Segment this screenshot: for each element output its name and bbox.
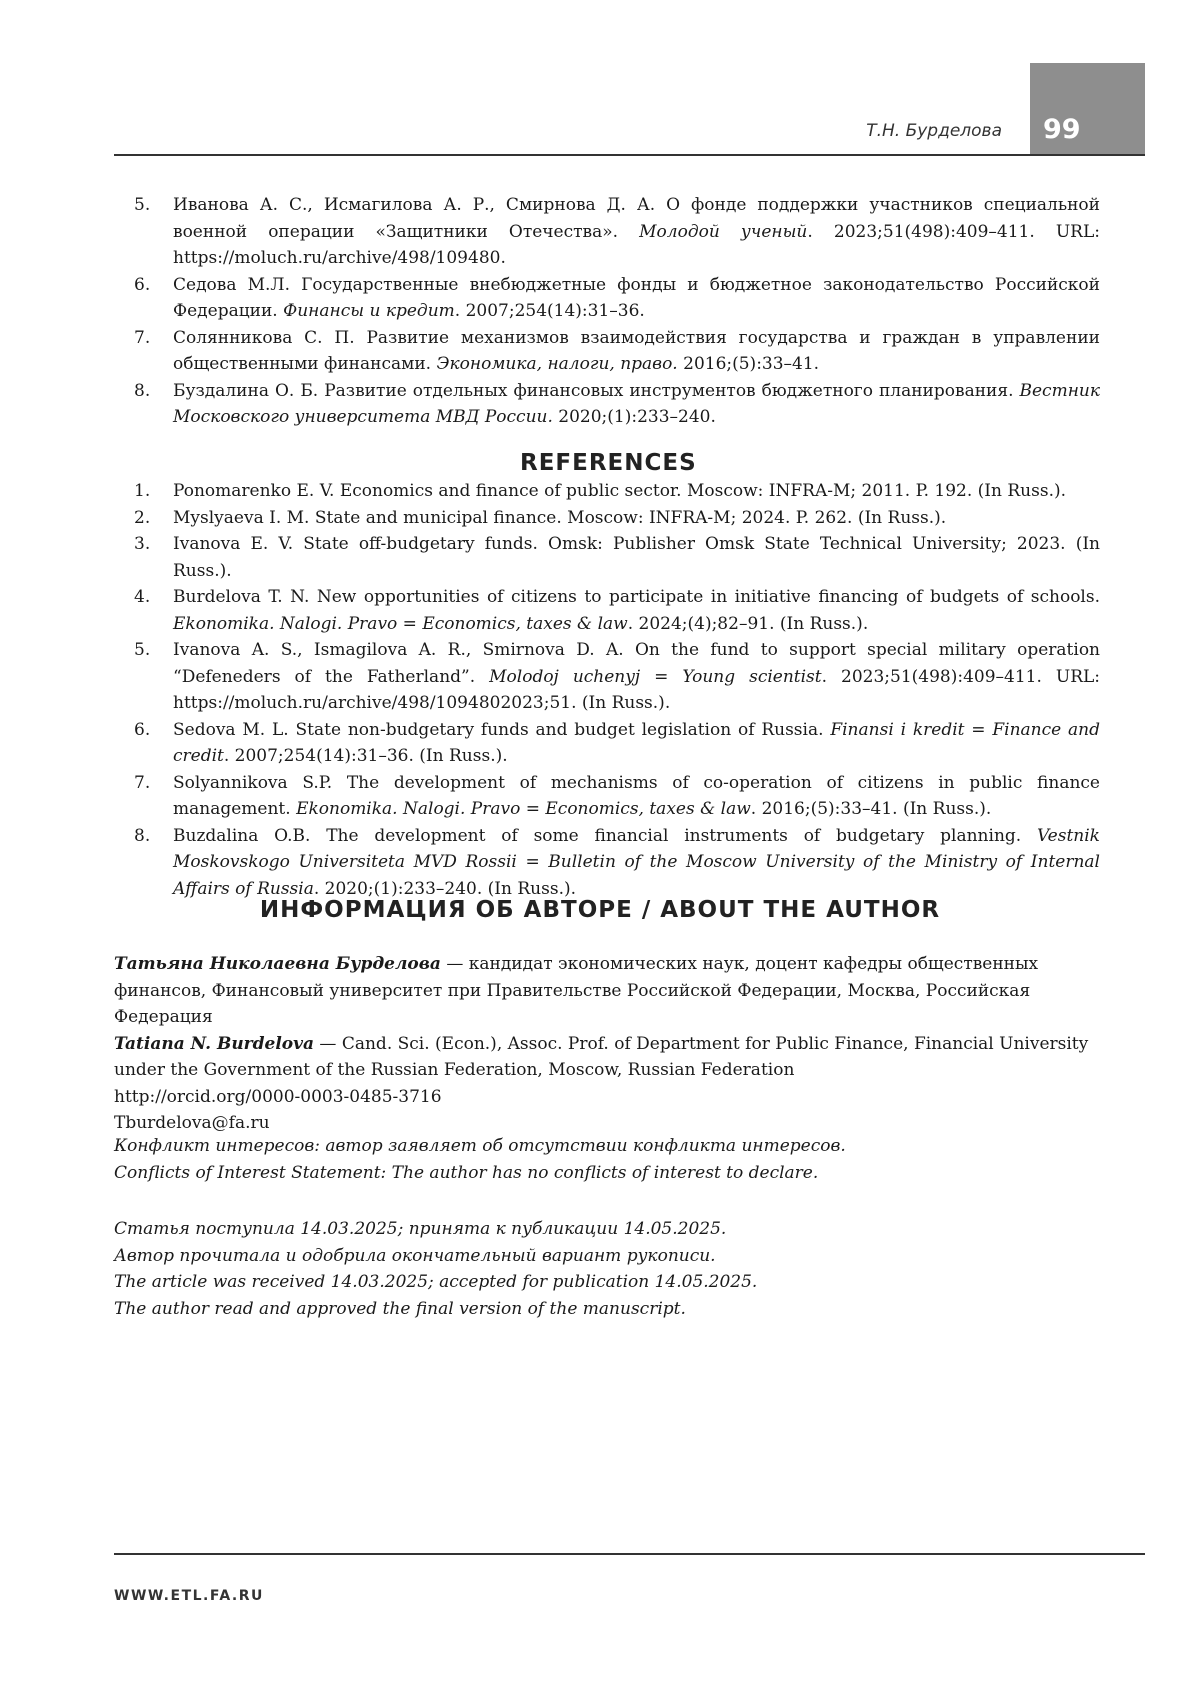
reference-tail: 2020;(1):233–240. bbox=[552, 407, 716, 427]
reference-item bbox=[114, 823, 1100, 903]
author-desc-ru: — кандидат экономических наук, доцент кафедры общественных финансов, Финансовый университет при Правительстве Российской Федерации, Москва, Российская Федерация bbox=[114, 954, 1039, 1027]
reference-source: Ekonomika. Nalogi. Pravo = Economics, taxes & law bbox=[296, 799, 751, 819]
reference-tail: 2016;(5):33–41. bbox=[677, 354, 820, 374]
author-info bbox=[114, 951, 1100, 1137]
reference-item bbox=[114, 770, 1100, 823]
email-link[interactable]: Tburdelova@fa.ru bbox=[114, 1113, 270, 1133]
received-ru: Статья поступила 14.03.2025; принята к публикации 14.05.2025. bbox=[114, 1219, 727, 1239]
reference-source: Финансы и кредит bbox=[283, 301, 455, 321]
page-number: 99 bbox=[1043, 114, 1081, 145]
conflict-statement bbox=[114, 1133, 1100, 1186]
reference-item bbox=[114, 531, 1100, 584]
reference-text: Солянникова С. П. Развитие механизмов взаимодействия государства и граждан в управлении общественными финансами. bbox=[173, 327, 1100, 374]
reference-text: Buzdalina O.B. The development of some financial instruments of budgetary planning. bbox=[173, 825, 1037, 846]
footer-url[interactable]: WWW.ETL.FA.RU bbox=[114, 1588, 264, 1604]
reference-item bbox=[114, 478, 1100, 505]
article-history bbox=[114, 1216, 1100, 1322]
author-desc-en: — Cand. Sci. (Econ.), Assoc. Prof. of Department for Public Finance, Financial University under the Government of the Russian Federation, Moscow, Russian Federation bbox=[114, 1033, 1089, 1080]
reference-tail: . 2023;51(498):409–411. URL: https://moluch.ru/archive/498/109480. bbox=[173, 221, 1100, 268]
reference-source: Ekonomika. Nalogi. Pravo = Economics, taxes & law bbox=[173, 613, 628, 634]
author-name-en: Tatiana N. Burdelova bbox=[114, 1033, 315, 1054]
approved-en: The author read and approved the final version of the manuscript. bbox=[114, 1298, 686, 1319]
reference-item bbox=[114, 717, 1100, 770]
reference-tail: . 2024;(4);82–91. (In Russ.). bbox=[627, 613, 869, 634]
reference-text: Ivanova E. V. State off-budgetary funds. Omsk: Publisher Omsk State Technical University; 2023. (In Russ.). bbox=[173, 534, 1100, 581]
header-rule bbox=[114, 154, 1145, 156]
references-en-list bbox=[114, 478, 1100, 902]
reference-number: 6. bbox=[134, 274, 151, 295]
footer-rule bbox=[114, 1553, 1145, 1555]
author-ru bbox=[114, 951, 1100, 1031]
reference-source: Molodoj uchenyj = Young scientist bbox=[489, 666, 822, 687]
reference-item bbox=[114, 584, 1100, 637]
reference-text: Sedova M. L. State non-budgetary funds and budget legislation of Russia. bbox=[173, 719, 831, 740]
reference-source: Вестник Московского университета МВД России. bbox=[173, 380, 1100, 427]
reference-source: Молодой ученый bbox=[639, 221, 808, 242]
reference-tail: . 2007;254(14):31–36. bbox=[454, 301, 645, 321]
conflict-ru: Конфликт интересов: автор заявляет об отсутствии конфликта интересов. bbox=[114, 1136, 846, 1156]
reference-number: 6. bbox=[134, 719, 151, 740]
reference-source: Finansi i kredit = Finance and credit bbox=[173, 719, 1100, 766]
reference-number: 8. bbox=[134, 825, 151, 846]
reference-text: Myslyaeva I. M. State and municipal finance. Moscow: INFRA-M; 2024. P. 262. (In Russ.). bbox=[173, 507, 947, 528]
reference-number: 7. bbox=[134, 327, 151, 348]
reference-text: Седова М.Л. Государственные внебюджетные фонды и бюджетное законодательство Российской Федерации. bbox=[173, 274, 1100, 321]
author-section-title: ИНФОРМАЦИЯ ОБ АВТОРЕ / ABOUT THE AUTHOR bbox=[259, 897, 941, 923]
reference-item bbox=[114, 378, 1100, 431]
author-en bbox=[114, 1031, 1100, 1084]
reference-number: 5. bbox=[134, 195, 151, 215]
reference-item bbox=[114, 192, 1100, 272]
reference-item bbox=[114, 637, 1100, 717]
reference-text: Ponomarenko E. V. Economics and finance of public sector. Moscow: INFRA-M; 2011. P. 192. (In Russ.). bbox=[173, 481, 1067, 501]
reference-number: 5. bbox=[134, 640, 151, 660]
reference-number: 4. bbox=[134, 587, 151, 607]
author-name-ru: Татьяна Николаевна Бурделова bbox=[114, 954, 441, 974]
orcid-link[interactable]: http://orcid.org/0000-0003-0485-3716 bbox=[114, 1086, 442, 1107]
reference-text: Буздалина О. Б. Развитие отдельных финансовых инструментов бюджетного планирования. bbox=[173, 380, 1020, 401]
reference-number: 7. bbox=[134, 772, 151, 793]
reference-number: 8. bbox=[134, 380, 151, 401]
reference-number: 2. bbox=[134, 507, 151, 528]
running-head: Т.Н. Бурделова bbox=[866, 121, 1002, 141]
reference-tail: . 2016;(5):33–41. (In Russ.). bbox=[750, 799, 992, 819]
conflict-en: Conflicts of Interest Statement: The author has no conflicts of interest to declare. bbox=[114, 1162, 819, 1183]
reference-item bbox=[114, 505, 1100, 532]
reference-source: Экономика, налоги, право. bbox=[436, 354, 678, 374]
reference-tail: . 2023;51(498):409–411. URL: https://moluch.ru/archive/498/1094802023;51. (In Russ.). bbox=[173, 666, 1101, 713]
approved-ru: Автор прочитала и одобрила окончательный вариант рукописи. bbox=[114, 1245, 716, 1266]
reference-number: 1. bbox=[134, 481, 151, 501]
reference-text: Ivanova A. S., Ismagilova A. R., Smirnova D. A. On the fund to support special military operation “Defeneders of the Fatherland”. bbox=[173, 640, 1100, 687]
reference-text: Иванова А. С., Исмагилова А. Р., Смирнова Д. А. О фонде поддержки участников специальной военной операции «Защитники Отечества». bbox=[173, 195, 1100, 242]
reference-number: 3. bbox=[134, 534, 151, 554]
reference-source: Vestnik Moskovskogo Universiteta MVD Rossii = Bulletin of the Moscow University of the Ministry of Internal Affairs of Russia bbox=[173, 825, 1100, 899]
references-ru-list bbox=[114, 192, 1100, 431]
reference-item bbox=[114, 325, 1100, 378]
reference-item bbox=[114, 272, 1100, 325]
references-title: REFERENCES bbox=[520, 450, 697, 476]
received-en: The article was received 14.03.2025; accepted for publication 14.05.2025. bbox=[114, 1272, 758, 1292]
reference-text: Burdelova T. N. New opportunities of citizens to participate in initiative financing of budgets of schools. bbox=[173, 587, 1100, 607]
reference-tail: . 2007;254(14):31–36. (In Russ.). bbox=[223, 746, 508, 766]
reference-text: Solyannikova S.P. The development of mechanisms of co-operation of citizens in public finance management. bbox=[173, 772, 1100, 819]
reference-tail: . 2020;(1):233–240. (In Russ.). bbox=[313, 878, 577, 899]
